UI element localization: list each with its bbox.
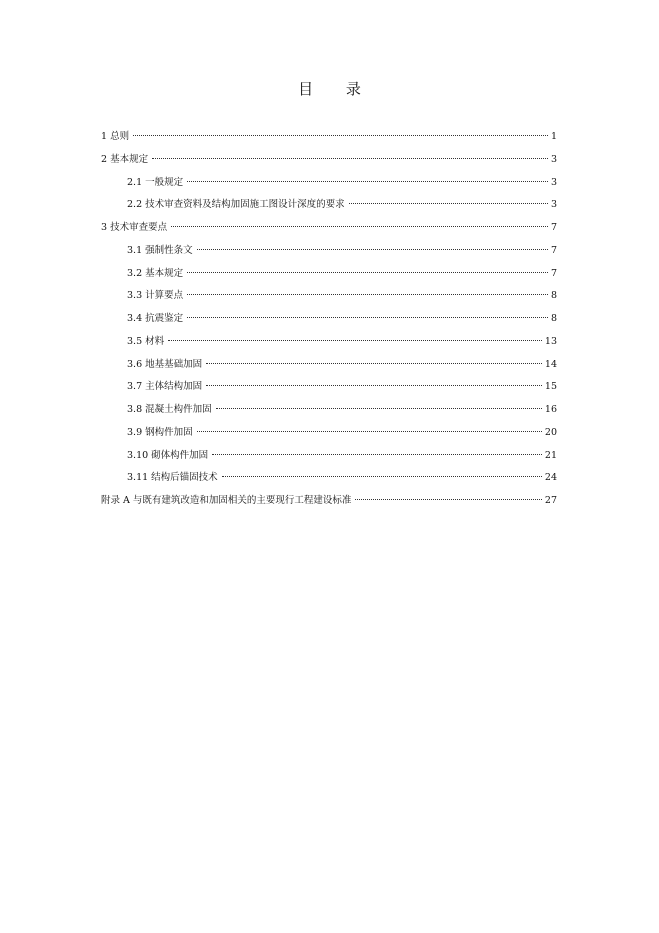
toc-entry-label: 1 总则	[101, 131, 130, 142]
dot-leader	[206, 385, 542, 386]
dot-leader	[206, 363, 542, 364]
toc-entry-label: 3.9 钢构件加固	[127, 426, 193, 438]
toc-entry-label: 3 技术审查要点	[101, 222, 168, 233]
toc-page-number: 13	[544, 335, 557, 347]
dot-leader	[197, 249, 548, 250]
dot-leader	[187, 272, 548, 273]
toc-page-number: 20	[544, 426, 557, 438]
toc-page-number: 1	[550, 131, 557, 142]
toc-entry-label: 3.3 计算要点	[127, 290, 184, 302]
toc-entry-label: 3.4 抗震鉴定	[127, 313, 184, 324]
toc-entry[interactable]	[101, 493, 557, 509]
toc-page-number: 15	[544, 381, 557, 393]
toc-entry-label: 附录 A 与既有建筑改造和加固相关的主要现行工程建设标准	[101, 495, 352, 506]
dot-leader	[355, 499, 542, 500]
toc-page-number: 14	[544, 358, 557, 370]
toc-entry-label: 3.5 材料	[127, 335, 165, 347]
toc-entry[interactable]	[127, 357, 557, 373]
toc-entry-label: 2 基本规定	[101, 153, 149, 165]
dot-leader	[216, 408, 542, 409]
toc-entry[interactable]	[127, 448, 557, 464]
toc-page-number: 27	[544, 495, 557, 506]
toc-page-number: 7	[550, 222, 557, 233]
toc-entry[interactable]	[127, 334, 557, 350]
dot-leader	[222, 476, 542, 477]
toc-page-number: 3	[550, 176, 557, 188]
toc-entry[interactable]	[127, 402, 557, 418]
dot-leader	[133, 135, 548, 136]
dot-leader	[197, 431, 542, 432]
dot-leader	[187, 294, 548, 295]
toc-entry-label: 3.7 主体结构加固	[127, 381, 203, 393]
toc-page-number: 7	[550, 267, 557, 279]
toc-entry-label: 3.11 结构后锚固技术	[127, 472, 218, 484]
dot-leader	[168, 340, 542, 341]
toc-entry[interactable]	[101, 220, 557, 236]
dot-leader	[152, 158, 548, 159]
toc-entry[interactable]	[127, 379, 557, 395]
toc-page-number: 8	[550, 313, 557, 324]
toc-entry[interactable]	[127, 288, 557, 304]
dot-leader	[171, 226, 548, 227]
toc-page-number: 24	[544, 472, 557, 484]
toc-page-number: 7	[550, 244, 557, 256]
dot-leader	[187, 317, 548, 318]
toc-entry-label: 2.1 一般规定	[127, 176, 184, 188]
toc-entry[interactable]	[127, 243, 557, 259]
dot-leader	[349, 203, 548, 204]
toc-entry[interactable]	[101, 152, 557, 168]
toc-entry[interactable]	[127, 175, 557, 191]
toc-entry-label: 3.1 强制性条文	[127, 244, 193, 256]
dot-leader	[187, 181, 548, 182]
toc-page-number: 8	[550, 290, 557, 302]
toc-entry[interactable]	[127, 266, 557, 282]
toc-page-number: 3	[550, 199, 557, 211]
toc-entry[interactable]	[127, 425, 557, 441]
toc-entry-label: 2.2 技术审查资料及结构加固施工图设计深度的要求	[127, 199, 345, 211]
toc-page-number: 3	[550, 153, 557, 165]
toc-entry-label: 3.6 地基基础加固	[127, 358, 203, 370]
toc-page-number: 21	[544, 449, 557, 461]
toc-entry[interactable]	[127, 197, 557, 213]
toc-entry[interactable]	[127, 311, 557, 327]
toc-entry-label: 3.2 基本规定	[127, 267, 184, 279]
page-title: 目 录	[298, 80, 375, 98]
dot-leader	[212, 454, 542, 455]
toc-entry-label: 3.10 砌体构件加固	[127, 449, 209, 461]
toc-entry[interactable]	[127, 470, 557, 486]
toc-page-number: 16	[544, 404, 557, 415]
toc-entry[interactable]	[101, 129, 557, 145]
toc-entry-label: 3.8 混凝土构件加固	[127, 404, 212, 415]
